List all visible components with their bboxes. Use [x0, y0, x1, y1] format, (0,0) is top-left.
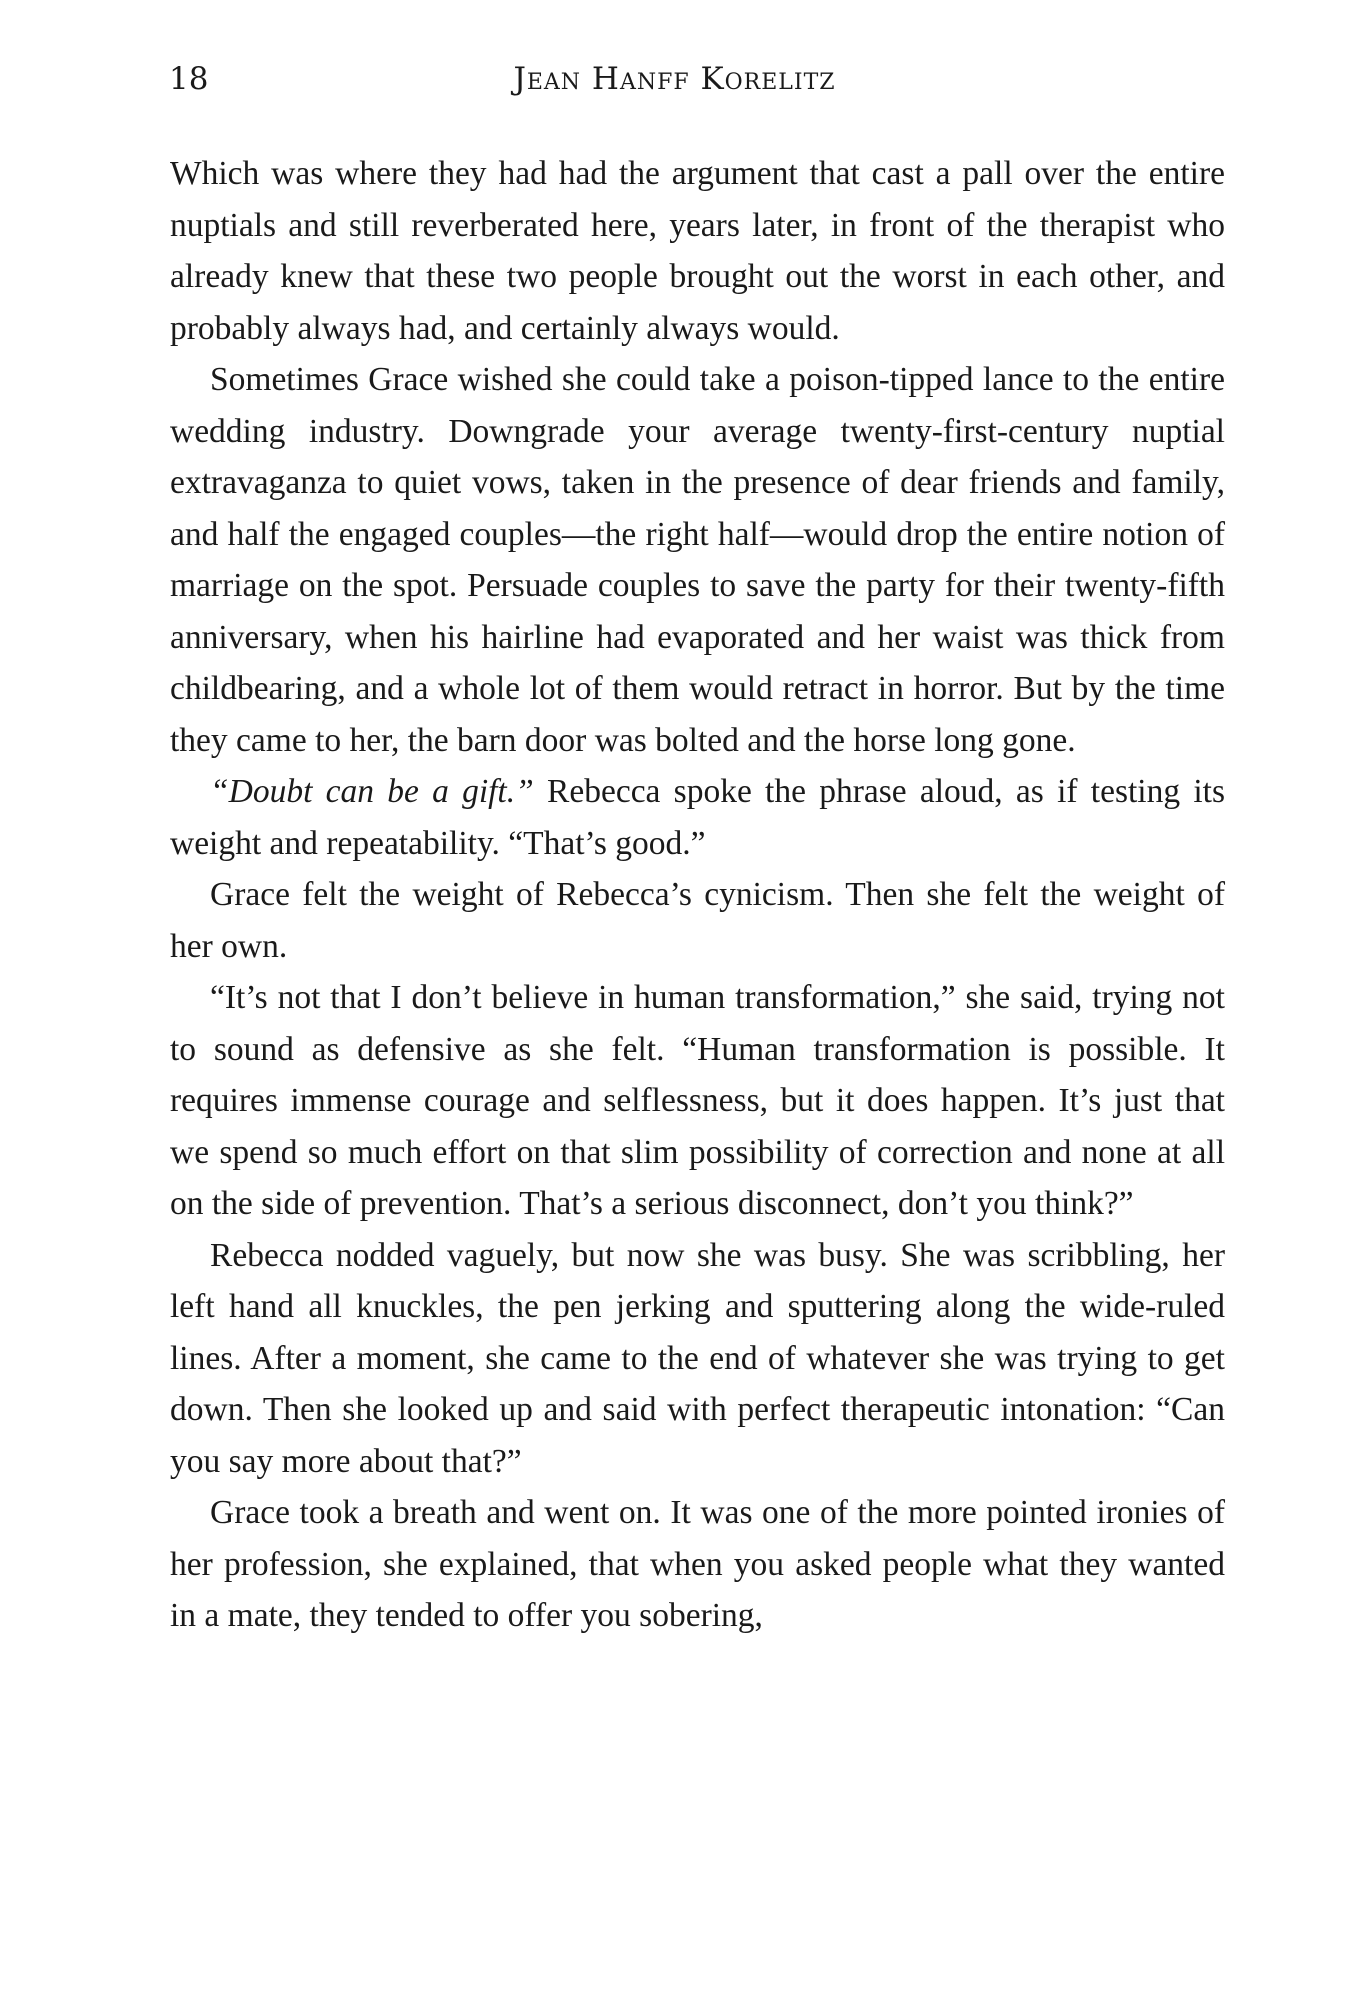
page-number: 18 [169, 61, 209, 97]
paragraph: “It’s not that I don’t believe in human transformation,” she said, trying not to sound as defensive as she felt. “Human transformation is possible. It requires immense courage and selflessness, but it does happen. It’s just that we spend so much effort on that slim possibility of correction and none at all on the side of prevention. That’s a serious disconnect, don’t you think?” [170, 979, 1225, 1222]
paragraph: Rebecca nodded vaguely, but now she was busy. She was scribbling, her left hand all knuckles, the pen jerking and sputtering along the wide-ruled lines. After a moment, she came to the end of whatever she was trying to get down. Then she looked up and said with perfect therapeutic intonation: “Can you say more about that?” [170, 1236, 1225, 1480]
paragraph-text: Rebecca spoke the phrase aloud, as if testing its weight and repeatability. “That’s good.” [170, 773, 1225, 862]
italic-quote: “Doubt can be a gift.” [210, 773, 534, 810]
paragraph: Sometimes Grace wished she could take a poison-tipped lance to the entire wedding industry. Downgrade your average twenty-first-century nuptial extravaganza to quiet vows, taken in the presence of dear friends and family, and half the engaged couples—the right half—would drop the entire notion of marriage on the spot. Persuade couples to save the party for their twenty-fifth anniversary, when his hairline had evaporated and her waist was thick from childbearing, and a whole lot of them would retract in horror. But by the time they came to her, the barn door was bolted and the horse long gone. [170, 361, 1225, 759]
paragraph: Which was where they had had the argument that cast a pall over the entire nuptials and still reverberated here, years later, in front of the therapist who already knew that these two people brought out the worst in each other, and probably always had, and certainly always would. [170, 155, 1225, 347]
paragraph: Grace took a breath and went on. It was one of the more pointed ironies of her profession, she explained, that when you asked people what they wanted in a mate, they tended to offer you sobering, [170, 1494, 1225, 1634]
paragraph [170, 766, 1225, 869]
running-head: Jean Hanff Korelitz [513, 61, 836, 97]
body-text [170, 148, 1225, 1642]
paragraph: Grace felt the weight of Rebecca’s cynicism. Then she felt the weight of her own. [170, 876, 1225, 965]
